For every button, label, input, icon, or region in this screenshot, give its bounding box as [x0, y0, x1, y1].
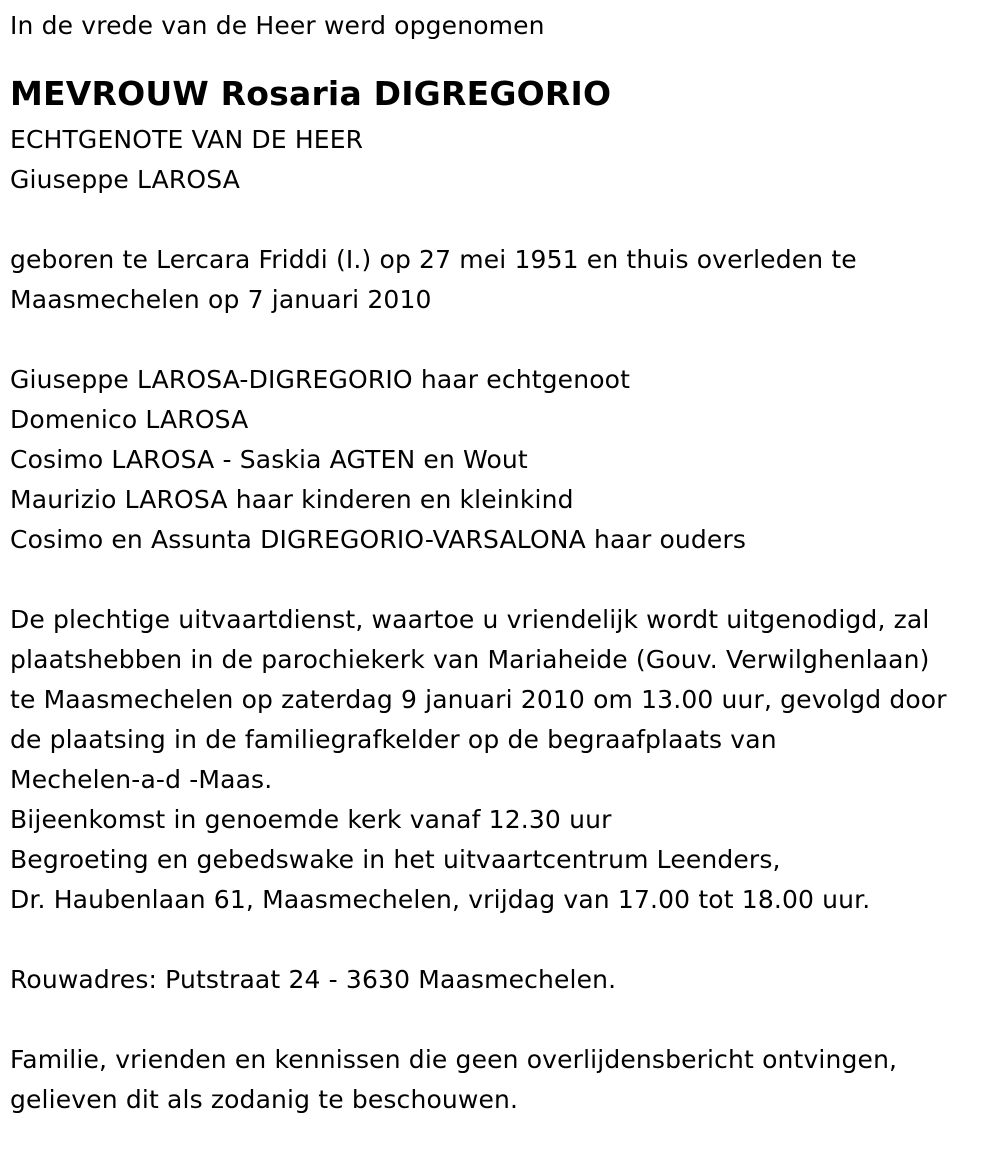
closing-line: gelieven dit als zodanig te beschouwen. — [10, 1085, 519, 1114]
deceased-name: MEVROUW Rosaria DIGREGORIO — [10, 74, 612, 113]
spacer — [10, 1000, 995, 1040]
death-notice — [10, 6, 995, 1120]
spouse-name: Giuseppe LAROSA — [10, 165, 240, 194]
spacer — [10, 560, 995, 600]
service-line: Dr. Haubenlaan 61, Maasmechelen, vrijdag van 17.00 tot 18.00 uur. — [10, 885, 871, 914]
spacer — [10, 46, 995, 68]
family-member: Domenico LAROSA — [10, 405, 249, 434]
closing-line: Familie, vrienden en kennissen die geen overlijdensbericht ontvingen, — [10, 1045, 898, 1074]
service-line: de plaatsing in de familiegrafkelder op de begraafplaats van — [10, 725, 777, 754]
service-line: De plechtige uitvaartdienst, waartoe u vriendelijk wordt uitgenodigd, zal — [10, 605, 930, 634]
intro-text: In de vrede van de Heer werd opgenomen — [10, 11, 545, 40]
family-member: Giuseppe LAROSA-DIGREGORIO haar echtgenoot — [10, 365, 631, 394]
family-member: Maurizio LAROSA haar kinderen en kleinkind — [10, 485, 574, 514]
birth-death-line: Maasmechelen op 7 januari 2010 — [10, 285, 432, 314]
mourning-address: Rouwadres: Putstraat 24 - 3630 Maasmechelen. — [10, 965, 617, 994]
service-line: plaatshebben in de parochiekerk van Mariaheide (Gouv. Verwilghenlaan) — [10, 645, 930, 674]
spacer — [10, 200, 995, 240]
service-line: Bijeenkomst in genoemde kerk vanaf 12.30 uur — [10, 805, 612, 834]
service-line: Mechelen-a-d -Maas. — [10, 765, 273, 794]
birth-death-line: geboren te Lercara Friddi (I.) op 27 mei 1951 en thuis overleden te — [10, 245, 857, 274]
family-member: Cosimo en Assunta DIGREGORIO-VARSALONA haar ouders — [10, 525, 747, 554]
service-line: Begroeting en gebedswake in het uitvaartcentrum Leenders, — [10, 845, 781, 874]
spacer — [10, 920, 995, 960]
family-member: Cosimo LAROSA - Saskia AGTEN en Wout — [10, 445, 528, 474]
service-line: te Maasmechelen op zaterdag 9 januari 2010 om 13.00 uur, gevolgd door — [10, 685, 947, 714]
deceased-title: ECHTGENOTE VAN DE HEER — [10, 125, 364, 154]
spacer — [10, 320, 995, 360]
